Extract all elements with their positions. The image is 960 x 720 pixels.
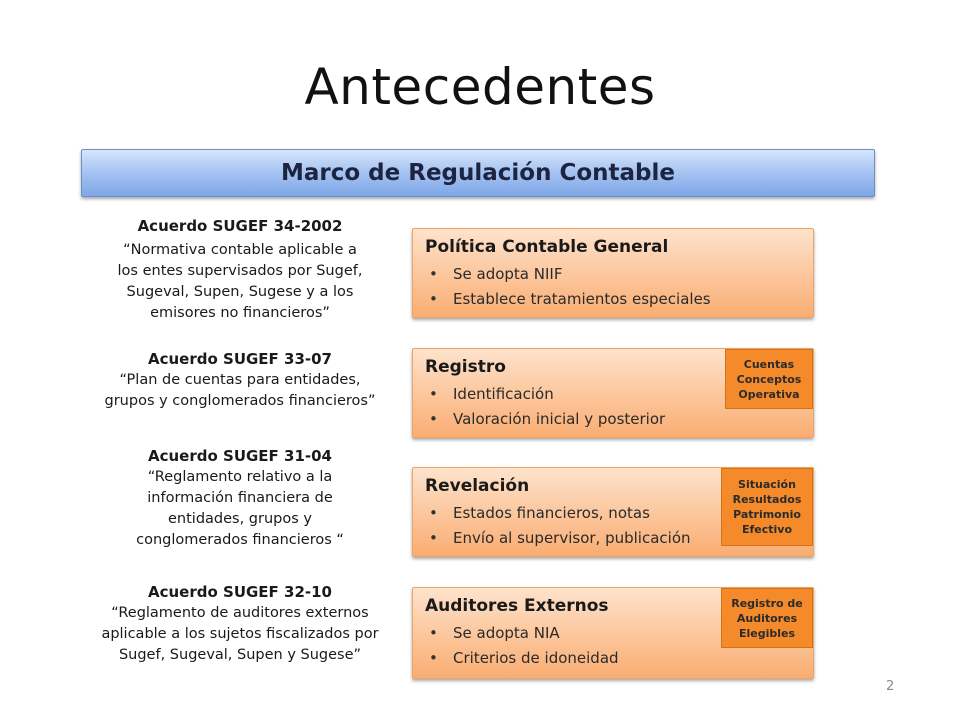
agreement-heading: Acuerdo SUGEF 31-04	[148, 447, 332, 465]
bullet-item: • Identificación	[453, 382, 801, 407]
auditores-tag	[721, 588, 813, 648]
tag-line: Operativa	[738, 387, 800, 401]
agreement-line: información financiera de	[147, 490, 333, 506]
agreement-34-2002	[80, 216, 400, 324]
agreement-33-07	[80, 349, 400, 412]
agreement-line: “Reglamento de auditores externos	[111, 605, 369, 621]
agreement-line: “Plan de cuentas para entidades,	[119, 372, 361, 388]
card-revelacion	[412, 467, 814, 557]
agreement-32-10	[80, 582, 400, 666]
agreement-line: Sugeval, Supen, Sugese y a los	[126, 284, 354, 300]
tag-line: Situación	[738, 478, 796, 491]
tag-line: Patrimonio	[733, 508, 801, 521]
card-politica-contable	[412, 228, 814, 318]
agreement-line: “Normativa contable aplicable a	[123, 242, 357, 258]
agreement-line: emisores no financieros”	[150, 305, 330, 321]
bullet-item: • Se adopta NIA	[453, 621, 801, 646]
bullet-item: • Valoración inicial y posterior	[453, 407, 801, 432]
agreement-line: conglomerados financieros “	[136, 532, 344, 548]
bullet-item: • Se adopta NIIF	[453, 262, 801, 287]
agreement-line: “Reglamento relativo a la	[147, 469, 333, 485]
bullet-item: • Estados financieros, notas	[453, 501, 801, 526]
registro-tag	[725, 349, 813, 409]
bullet-item: • Criterios de idoneidad	[453, 646, 801, 671]
card-auditores-externos	[412, 587, 814, 679]
bullet-item: • Establece tratamientos especiales	[453, 287, 801, 312]
bullet-item: • Envío al supervisor, publicación	[453, 526, 801, 551]
agreement-line: entidades, grupos y	[168, 511, 312, 527]
slide-title: Antecedentes	[304, 58, 656, 116]
tag-line: Resultados	[732, 493, 802, 506]
tag-line: Efectivo	[741, 523, 793, 536]
agreement-heading: Acuerdo SUGEF 32-10	[148, 583, 332, 601]
card-title: Auditores Externos	[425, 596, 609, 616]
page-number: 2	[886, 679, 895, 694]
tag-line: Elegibles	[738, 626, 796, 640]
agreement-line: aplicable a los sujetos fiscalizados por	[101, 626, 379, 642]
card-title: Revelación	[425, 476, 530, 496]
card-title: Política Contable General	[425, 237, 669, 257]
section-banner: Marco de Regulación Contable	[81, 149, 875, 197]
agreement-line: grupos y conglomerados financieros”	[104, 393, 376, 409]
card-title: Registro	[425, 357, 506, 377]
card-registro	[412, 348, 814, 438]
agreement-heading: Acuerdo SUGEF 34-2002	[137, 217, 343, 235]
agreement-31-04	[80, 446, 400, 551]
tag-line: Registro de	[731, 596, 803, 610]
agreement-heading: Acuerdo SUGEF 33-07	[148, 350, 332, 368]
tag-line: Cuentas	[743, 357, 795, 371]
revelacion-tag	[721, 468, 813, 546]
tag-line: Auditores	[736, 611, 798, 625]
card-bullets	[425, 262, 801, 312]
tag-line: Conceptos	[736, 372, 802, 386]
agreement-line: Sugef, Sugeval, Supen y Sugese”	[118, 647, 362, 663]
agreement-line: los entes supervisados por Sugef,	[117, 263, 363, 279]
